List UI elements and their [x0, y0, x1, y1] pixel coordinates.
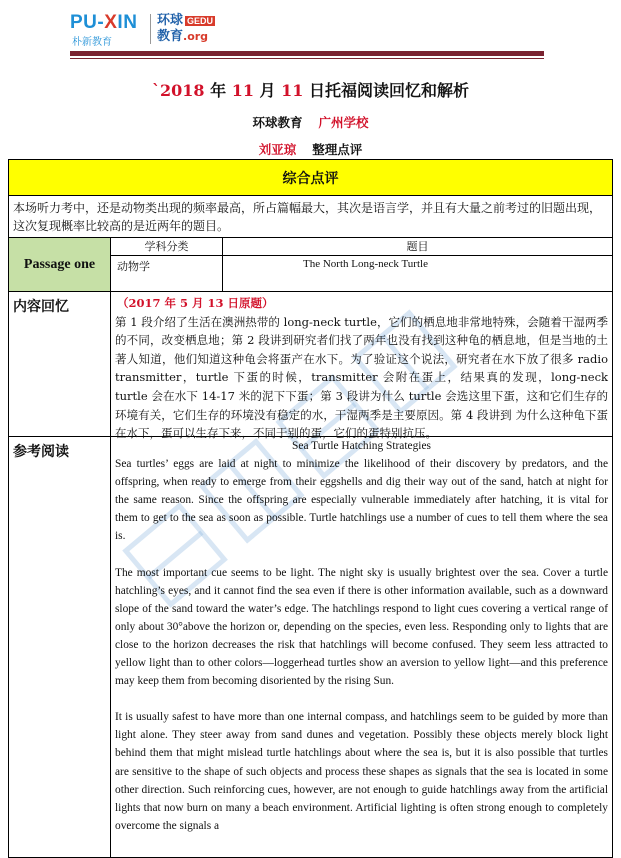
topic-value: The North Long-neck Turtle — [303, 258, 428, 270]
recall-row — [9, 292, 612, 441]
reference-title: Sea Turtle Hatching Strategies — [292, 440, 431, 452]
passage-subtable — [111, 238, 612, 291]
summary-text: 本场听力考中，还是动物类出现的频率最高，所占篇幅最大，其次是语言学，并且有大量之前考过的旧题出现，这次复现概率比较高的是近两年的题目。 — [9, 196, 612, 238]
recall-text: 第 1 段介绍了生活在澳洲热带的 long-neck turtle，它们的栖息地非常地特殊，会随着干湿两季的不同，改变栖息地；第 2 段讲到研究者们找了两年也没有找到这种龟的栖息地，但是当地的土著人知道，他们知道这种龟会将蛋产在水下。为了验证这个说法，研究者在水下放了很多 radio transmitter，turtle 下蛋的时候，transmitter 会附在蛋上，结果真的发现，long-neck turtle 会在水下 14-17 米的泥下下蛋；第 3 段讲为什么 turtle 会选这里下蛋，这和它们生存的环境有关，它们生存的环境没有稳定的水，干湿两季是主要原因。第 4 段讲到 为什么这种龟下蛋在水下，蛋可以生存下来，不同于别的蛋，它们的蛋特别抗压。 — [115, 314, 608, 441]
puxin-logo-subtitle: 朴新教育 — [72, 37, 112, 48]
puxin-logo: PU-XIN — [70, 12, 138, 33]
content-table — [8, 159, 613, 858]
passage-row — [9, 238, 612, 292]
org-line — [0, 113, 621, 131]
recall-date-note: （2017 年 5 月 13 日原题） — [117, 296, 274, 310]
author-name: 刘亚琼 — [258, 142, 297, 157]
category-header: 学科分类 — [111, 238, 223, 255]
reference-row — [9, 437, 612, 857]
author-line — [0, 140, 621, 158]
header-rule-thick — [70, 51, 544, 56]
logo-divider — [150, 14, 151, 44]
author-role: 整理点评 — [312, 142, 363, 157]
header-rule-thin — [70, 58, 544, 59]
recall-label: 内容回忆 — [9, 292, 111, 436]
reference-paragraph: Sea turtles’ eggs are laid at night to minimize the likelihood of their discovery by predators, and the offspring, when ready to emerge from their eggshells and dig their way out of the sand, hatch at night for the same reason. Since the offspring are especially vulnerable immediately after hatching, it is vital for them to get to the sea as soon as possible. Turtle hatchlings use a number of cues to tell them where the sea is. — [115, 458, 608, 543]
reference-paragraph: It is usually safest to have more than one internal compass, and hatchlings seem to be guided by more than light alone. They steer away from sand dunes and vegetation. Possibly these objects merely block light behind them that might mislead turtle hatchlings about where the sea is, but it is also possible that turtles are sensitive to the shape of such objects and process these shapes as signals that the sea is located in some other direction. Such reinforcing cues, however, are not enough to guide hatchlings away from the artificial lights that now burn on many a beach environment. Artificial lighting is often strong enough to completely overcome the signals a — [115, 711, 608, 832]
reference-paragraph: The most important cue seems to be light. The night sky is usually brightest over the sea. Cover a turtle hatchling’s eyes, and it cannot find the sea even if there is other information available, such as a downward slope of the sand toward the water’s edge. The hatchlings respond to light cues covering a vertical range of only about 30°above the horizon or, depending on the species, even less. Responding only to lights that are close to the horizon decreases the risk that hatchlings will become confused. They seem less attracted to yellow light than to other colors—loggerhead turtles show an aversion to yellow light—and this preference may keep them from becoming disoriented by the rising Sun. — [115, 566, 608, 688]
reference-body — [111, 437, 612, 857]
summary-header: 综合点评 — [9, 160, 612, 196]
school-name: 广州学校 — [318, 115, 369, 130]
org-name: 环球教育 — [252, 115, 303, 130]
recall-body — [111, 292, 612, 441]
reference-label: 参考阅读 — [9, 437, 111, 857]
topic-header: 题目 — [406, 240, 429, 253]
passage-label: Passage one — [9, 238, 111, 291]
category-value: 动物学 — [111, 256, 223, 291]
gedu-logo: 环球 GEDU 教育.org — [157, 13, 214, 44]
page-title: `2018 年 11 月 11 日托福阅读回忆和解析 — [152, 81, 469, 100]
